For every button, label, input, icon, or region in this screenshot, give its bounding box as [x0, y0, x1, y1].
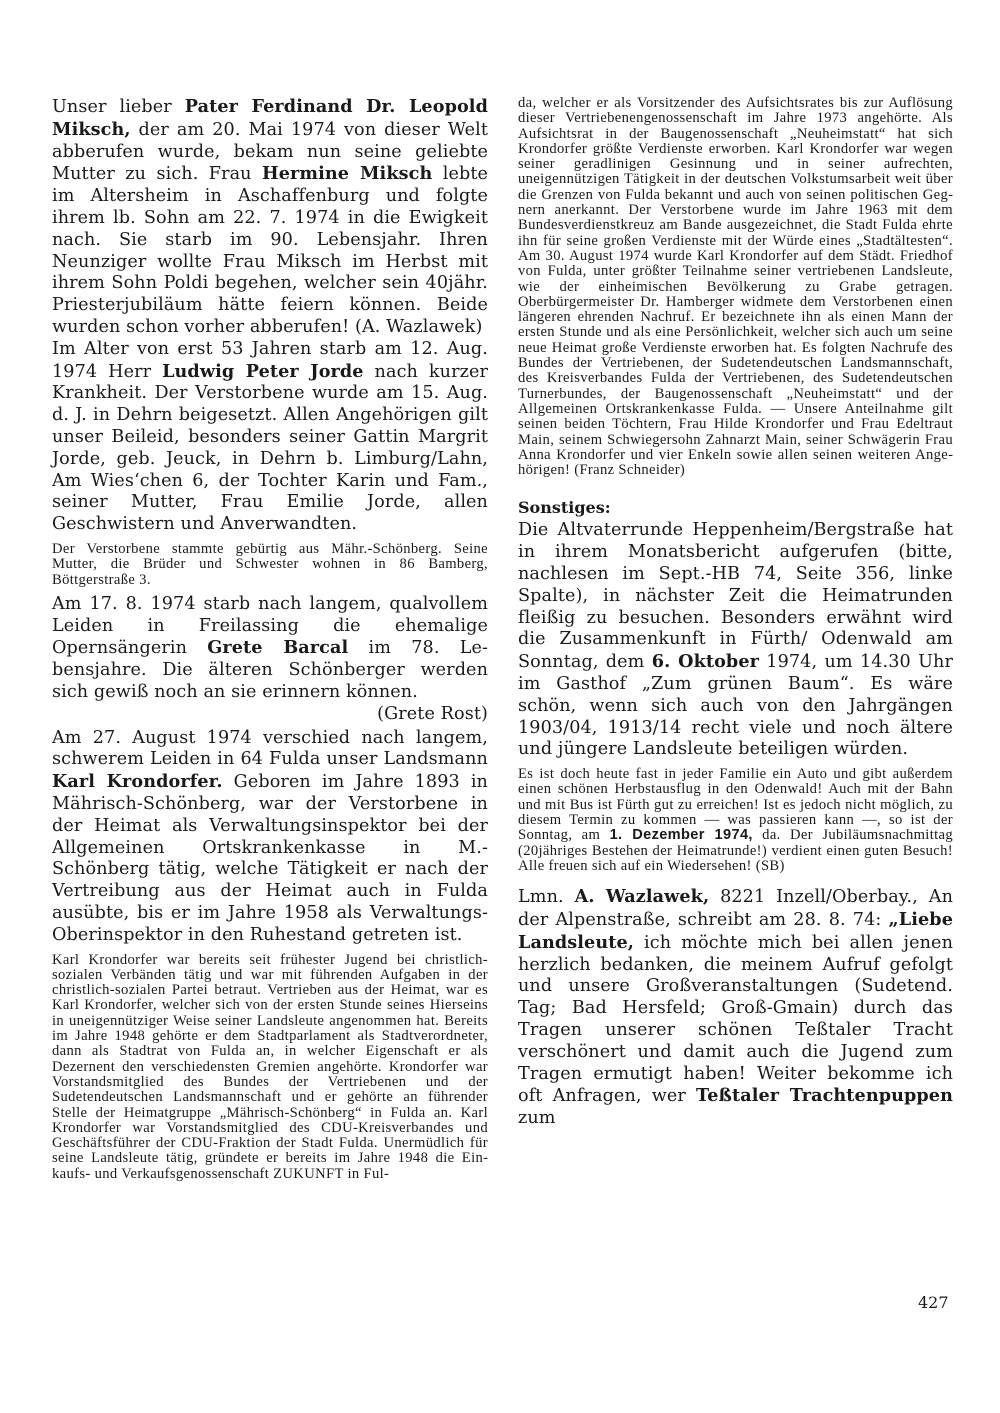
body-text: Unser lieber	[52, 97, 185, 117]
section-heading-sonstiges: Sonstiges:	[518, 498, 611, 518]
body-text: Geboren im Jahre 1893 in Mährisch-Schönberg, war der Verstorbene in der Heimat als Verwaltungsinspektor bei der Allgemeinen Ortskrankenkasse in M.-Schönberg tätig, welche Tätigkeit er nach der Vertreibung aus der Heimat auch in Fulda ausübte, bis er im Jahre 1958 als Verwaltungs-Oberinspektor in den Ruhestand getreten ist.	[52, 772, 488, 945]
body-text: nach kurzer Krankheit. Der Verstorbene wurde am 15. Aug. d. J. in Dehrn beigesetzt. Allen Angehörigen gilt unser Beileid, besonders seiner Gattin Margrit Jorde, geb. Jeuck, in Dehrn b. Limburg/Lahn, Am Wies‘chen 6, der Tochter Karin und Fam., seiner Mutter, Frau Emilie Jorde, allen Geschwistern und Anverwandten.	[52, 361, 488, 535]
body-text: Am 17. 8. 1974 starb nach langem, qualvollem Leiden in Freilassing die ehemalige Opernsängerin	[52, 593, 488, 659]
signature-barcal: (Grete Rost)	[377, 703, 488, 724]
obituary-jorde-note: Der Verstorbene stammte gebürtig aus Mähr.-Schönberg. Seine Mutter, die Brüder und Schwester wohnen in 86 Bamberg, Böttgerstraße 3.	[52, 540, 488, 588]
letter-wazlawek	[518, 886, 953, 1130]
bold-name: Ludwig Peter Jorde	[162, 360, 364, 382]
obituary-jorde	[52, 339, 488, 536]
page-number: 427	[918, 1293, 949, 1312]
bold-term: Teßtaler Trachtenpuppen	[696, 1085, 953, 1107]
body-text: Am 27. August 1974 verschied nach langem, schwerem Leiden in 64 Fulda unser Landsmann	[52, 727, 488, 770]
body-text: 8221 Inzell/Oberbay., An der Alpenstraße, schreibt am 28. 8. 74:	[518, 887, 953, 931]
body-text: Die Altvaterrunde Heppenheim/Bergstraße hat in ihrem Monatsbericht aufgerufen (bitte, nachlesen im Sept.-HB 74, Seite 356, linke Spalte), in nächster Zeit die Heimatrunden fleißig zu besuchen. Besonders erwähnt wird die Zusammenkunft in Fürth/ Odenwald am Sonntag, dem	[518, 520, 953, 673]
obituary-krondorfer-note: Karl Krondorfer war bereits seit frühester Jugend bei christlich-sozialen Verbänden tätig und war mit führenden Aufgaben in der christlich-sozialen Partei betraut. Vertrieben aus der Heimat, war es Karl Krondorfer, welcher sich von der ersten Stunde seines Hierseins in uneigennütziger Weise seiner Landsleute angenommen hat. Bereits im Jahre 1948 gehörte er dem Stadtparlament als Stadtverordneter, dann als Stadtrat von Fulda an, in welcher Eigenschaft er als Dezernent den verschiedensten Gremien angehörte. Krondorfer war Vorstandsmitglied des Bundes der Vertriebenen und der Sudetendeutschen Landsmannschaft und er gehörte an führender Stelle der Heimatgruppe „Mährisch-Schönberg“ in Fulda an. Karl Krondorfer war Vorstandsmitglied des CDU-Kreisverbandes und Geschäftsführer der CDU-Fraktion der Stadt Fulda. Unermüdlich für seine Landsleute tätig, gründete er bereits im Jahre 1948 die Einkaufs- und Verkaufsgenossenschaft ZUKUNFT in Ful-	[52, 951, 488, 1182]
obituary-krondorfer	[52, 728, 488, 947]
bold-date: 1. Dezember 1974,	[609, 827, 753, 844]
obituary-barcal	[52, 594, 488, 704]
announcement-altvaterrunde	[518, 520, 953, 761]
body-text: der am 20. Mai 1974 von dieser Welt abberufen wurde, bekam nun seine geliebte Mutter zu sich. Frau	[52, 119, 488, 185]
bold-name: Hermine Miksch	[262, 163, 433, 185]
body-text: Lmn.	[518, 887, 575, 908]
obituary-miksch	[52, 96, 488, 339]
obituary-krondorfer-continued: da, welcher er als Vorsitzender des Aufsichtsrates bis zur Auflösung dieser Vertriebenengenossenschaft im Jahre 1973 angehörte. Als Aufsichtsrat in der Baugenossenschaft „Neuheimstatt“ hat sich Krondorfer größte Verdienste erworben. Karl Krondorfer war wegen seiner geradlinigen Gesinnung und in seiner aufrechten, uneigennützigen Tätigkeit in der deutschen Volkstumsarbeit weit über die Grenzen von Fulda bekannt und auch von seinen politischen Gegnern anerkannt. Der Verstorbene wurde im Jahre 1963 mit dem Bundesverdienstkreuz am Bande ausgezeichnet, die Stadt Fulda ehrte ihn für seine großen Verdienste mit der Würde eines „Stadtältesten“. Am 30. August 1974 wurde Karl Krondorfer auf dem Städt. Friedhof von Fulda, unter größter Teilnahme seiner vertriebenen Landsleute, wie der einheimischen Bevölkerung zu Grabe getragen. Oberbürgermeister Dr. Hamberger widmete dem Verstorbenen einen längeren ehrenden Nachruf. Er bezeichnete ihn als einen Mann der ersten Stunde und als eine Persönlichkeit, welcher sich auch um seine neue Heimat große Verdienste erworben hat. Es folgten Nachrufe des Bundes der Vertriebenen, der Sudetendeutschen Landsmannschaft, des Kreisverbandes Fulda der Vertriebenen, des Sudetendeutschen Turnerbundes, der Baugenossenschaft „Neuheimstatt“ und der Allgemeinen Ortskrankenkasse Fulda. — Unsere Anteilnahme gilt seinen beiden Töchtern, Frau Hilde Krondorfer und Frau Edeltraut Main, seinem Schwiegersohn Zahnarzt Main, seiner Schwägerin Frau Anna Krondorfer und vier Enkeln sowie allen seinen weiteren Angehörigen! (Franz Schneider)	[518, 95, 953, 479]
body-text: im 78. Lebensjahre. Die älteren Schönberger werden sich gewiß noch an sie erinnern können.	[52, 638, 488, 703]
body-text: 1974, um 14.30 Uhr im Gasthof „Zum grünen Baum“. Es wäre schön, wenn sich auch von den Jahrgängen 1903/04, 1913/14 recht viele und noch ältere und jüngere Landsleute beteiligen würden.	[518, 652, 953, 760]
bold-name: Grete Barcal	[207, 637, 349, 659]
body-text: ich möchte mich bei allen jenen herzlich bedanken, die meinem Aufruf gefolgt und unsere Großveranstaltungen (Sudetend. Tag; Bad Hersfeld; Groß-Gmain) durch das Tragen unserer schönen Teßtaler Tracht verschönert und damit auch die Jugend zum Tragen ermutigt haben! Weiter bekomme ich oft Anfragen, wer	[518, 932, 953, 1107]
body-text: Im Alter von erst 53 Jahren starb am 12. Aug. 1974 Herr	[52, 338, 488, 382]
body-text: zum	[518, 1108, 556, 1129]
body-text: lebte im Altersheim in Aschaffenburg und folgte ihrem lb. Sohn am 22. 7. 1974 in die Ewigkeit nach. Sie starb im 90. Lebensjahr. Ihren Neunziger wollte Frau Miksch im Herbst mit ihrem Sohn Poldi begehen, welcher sein 40jähr. Priesterjubiläum hätte feiern können. Beide wurden schon vorher abberufen! (A. Wazlawek)	[52, 164, 489, 337]
right-column	[518, 96, 953, 1130]
bold-date: 6. Oktober	[651, 651, 759, 673]
bold-name: Pater Ferdinand Dr. Leopold Miksch,	[52, 96, 488, 140]
body-text: da. Der Jubiläumsnachmittag (20jähriges Bestehen der Heimatrunde!) verdient einen guten Besuch! Alle freuen sich auf ein Wiedersehen! (SB)	[518, 827, 953, 874]
bold-greeting: „Liebe Landsleute,	[518, 909, 953, 953]
announcement-note	[518, 767, 953, 874]
bold-name: Karl Krondorfer.	[52, 771, 223, 793]
body-text: Es ist doch heute fast in jeder Familie ein Auto und gibt außerdem einen schönen Herbstausflug in den Odenwald! Auch mit der Bahn und mit Bus ist Fürth gut zu erreichen! Ist es jedoch nicht möglich, zu diesem Termin zu kommen — was passieren kann —, so ist der Sonntag, am	[518, 766, 953, 844]
left-column	[52, 96, 488, 1182]
bold-name: A. Wazlawek,	[574, 886, 710, 908]
